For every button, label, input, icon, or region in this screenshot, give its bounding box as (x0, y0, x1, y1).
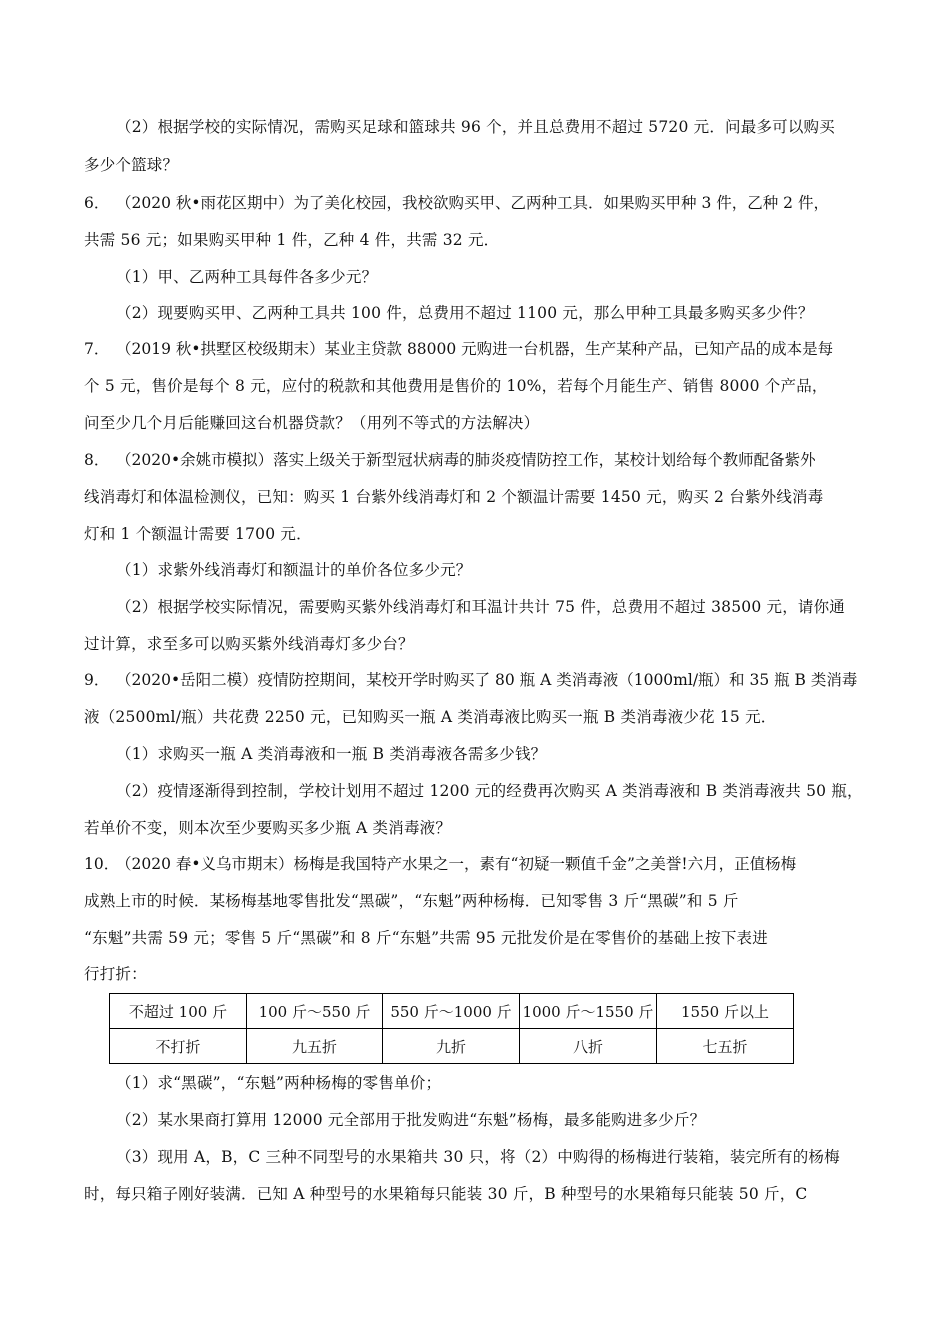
table-row-ranges (110, 994, 794, 1029)
q10-line1: （2020 春•义乌市期末）杨梅是我国特产水果之一，素有“初疑一颗值千金”之美誉!六月，正值杨梅 (116, 855, 797, 873)
q10-part2: （2）某水果商打算用 12000 元全部用于批发购进“东魁”杨梅，最多能购进多少斤？ (116, 1111, 706, 1129)
q9-line2: 液（2500ml/瓶）共花费 2250 元，已知购买一瓶 A 类消毒液比购买一瓶 B 类消毒液少花 15 元． (84, 708, 777, 726)
q7-line1: （2019 秋•拱墅区校级期末）某业主贷款 88000 元购进一台机器，生产某种产品，已知产品的成本是每 (116, 340, 834, 358)
discount-table (109, 993, 794, 1064)
table-cell: 1550 斤以上 (657, 994, 794, 1029)
table-cell: 八折 (520, 1029, 657, 1064)
q8-line1: （2020•余姚市模拟）落实上级关于新型冠状病毒的肺炎疫情防控工作，某校计划给每个教师配备紫外 (116, 451, 816, 469)
q5-part2-line2: 多少个篮球？ (84, 156, 179, 174)
q9-part2-line2: 若单价不变，则本次至少要购买多少瓶 A 类消毒液？ (84, 819, 452, 837)
table-cell: 七五折 (657, 1029, 794, 1064)
q8-number: 8． (84, 451, 110, 469)
table-cell: 不打折 (110, 1029, 247, 1064)
q6-line1: （2020 秋•雨花区期中）为了美化校园，我校欲购买甲、乙两种工具．如果购买甲种 3 件，乙种 2 件， (116, 194, 829, 212)
q8-line2: 线消毒灯和体温检测仪，已知：购买 1 台紫外线消毒灯和 2 个额温计需要 1450 元，购买 2 台紫外线消毒 (84, 488, 824, 506)
q8-part1: （1）求紫外线消毒灯和额温计的单价各位多少元？ (116, 561, 472, 579)
q9-line1: （2020•岳阳二模）疫情防控期间，某校开学时购买了 80 瓶 A 类消毒液（1000ml/瓶）和 35 瓶 B 类消毒 (116, 671, 858, 689)
table-cell: 九五折 (247, 1029, 383, 1064)
table-row-discounts (110, 1029, 794, 1064)
q10-part1: （1）求“黑碳”，“东魁”两种杨梅的零售单价； (116, 1074, 442, 1092)
q10-line4: 行打折： (84, 965, 147, 983)
q9-number: 9． (84, 671, 110, 689)
table-cell: 九折 (383, 1029, 520, 1064)
table-cell: 不超过 100 斤 (110, 994, 247, 1029)
q10-part3-line1: （3）现用 A，B，C 三种不同型号的水果箱共 30 只，将（2）中购得的杨梅进行装箱，装完所有的杨梅 (116, 1148, 840, 1166)
q6-part1: （1）甲、乙两种工具每件各多少元？ (116, 268, 378, 286)
q6-part2: （2）现要购买甲、乙两种工具共 100 件，总费用不超过 1100 元，那么甲种工具最多购买多少件？ (116, 304, 814, 322)
table-cell: 1000 斤～1550 斤 (520, 994, 657, 1029)
q7-line3: 问至少几个月后能赚回这台机器贷款？（用列不等式的方法解决） (84, 414, 540, 432)
q5-part2-line1: （2）根据学校的实际情况，需购买足球和篮球共 96 个，并且总费用不超过 5720 元．问最多可以购买 (116, 118, 835, 136)
q7-number: 7． (84, 340, 110, 358)
q8-part2-line2: 过计算，求至多可以购买紫外线消毒灯多少台？ (84, 635, 414, 653)
q8-line3: 灯和 1 个额温计需要 1700 元． (84, 525, 312, 543)
q7-line2: 个 5 元，售价是每个 8 元，应付的税款和其他费用是售价的 10%，若每个月能生产、销售 8000 个产品， (84, 377, 828, 395)
q8-part2-line1: （2）根据学校实际情况，需要购买紫外线消毒灯和耳温计共计 75 件，总费用不超过 38500 元，请你通 (116, 598, 846, 616)
q10-line2: 成熟上市的时候．某杨梅基地零售批发“黑碳”，“东魁”两种杨梅．已知零售 3 斤“黑碳”和 5 斤 (84, 892, 739, 910)
table-cell: 550 斤～1000 斤 (383, 994, 520, 1029)
q10-part3-line2: 时，每只箱子刚好装满．已知 A 种型号的水果箱每只能装 30 斤，B 种型号的水果箱每只能装 50 斤，C (84, 1185, 808, 1203)
table-cell: 100 斤～550 斤 (247, 994, 383, 1029)
q9-part1: （1）求购买一瓶 A 类消毒液和一瓶 B 类消毒液各需多少钱？ (116, 745, 547, 763)
q6-line2: 共需 56 元；如果购买甲种 1 件，乙种 4 件，共需 32 元． (84, 231, 500, 249)
q10-line3: “东魁”共需 59 元；零售 5 斤“黑碳”和 8 斤“东魁”共需 95 元批发价是在零售价的基础上按下表进 (84, 929, 768, 947)
q10-number: 10． (84, 855, 120, 873)
q6-number: 6． (84, 194, 110, 212)
q9-part2-line1: （2）疫情逐渐得到控制，学校计划用不超过 1200 元的经费再次购买 A 类消毒液和 B 类消毒液共 50 瓶， (116, 782, 863, 800)
